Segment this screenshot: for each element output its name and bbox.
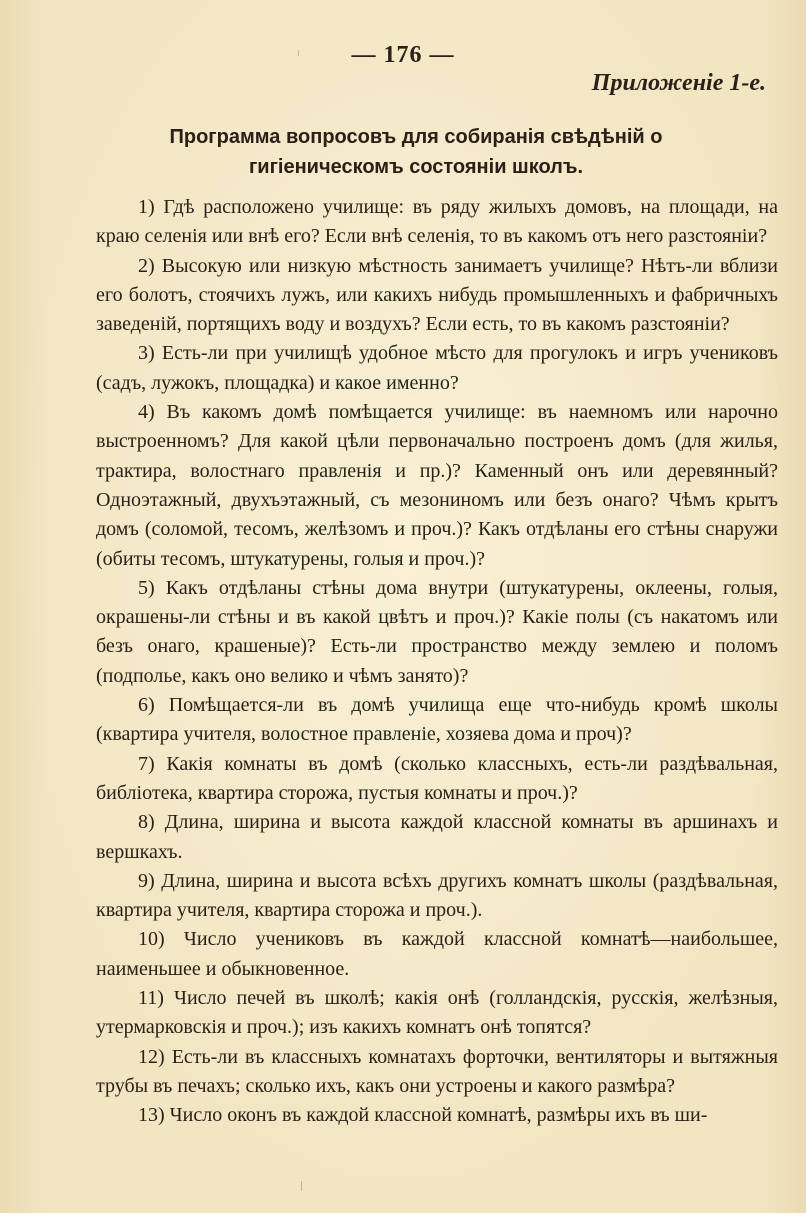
question-paragraph: 12) Есть-ли въ классныхъ комнатахъ форточки, вентиляторы и вытяжныя трубы въ печахъ; сколько ихъ, какъ они устроены и какого размѣра? [96, 1045, 778, 1097]
question-paragraph: 2) Высокую или низкую мѣстность занимаетъ училище? Нѣтъ-ли вблизи его болотъ, стоячихъ лужъ, или какихъ нибудь промышленныхъ и фабричныхъ заведеній, портящихъ воду и воздухъ? Если есть, то въ какомъ разстояніи? [96, 254, 778, 336]
question-paragraph: 5) Какъ отдѣланы стѣны дома внутри (штукатурены, оклеены, голыя, окрашены-ли стѣны и въ какой цвѣтъ и проч.)? Какіе полы (съ накатомъ или безъ онаго, крашеные)? Есть-ли пространство между землею и поломъ (подполье, какъ оно велико и чѣмъ занято)? [96, 576, 778, 687]
question-paragraph: 7) Какія комнаты въ домѣ (сколько классныхъ, есть-ли раздѣвальная, библіотека, квартира сторожа, пустыя комнаты и проч.)? [96, 752, 778, 804]
appendix-label: Приложеніе 1-е. [591, 70, 766, 96]
question-paragraph: 6) Помѣщается-ли въ домѣ училища еще что-нибудь кромѣ школы (квартира учителя, волостное правленіе, хозяева дома и проч)? [96, 694, 778, 746]
paper-mark [301, 1181, 302, 1191]
question-paragraph: 11) Число печей въ школѣ; какія онѣ (голландскія, русскія, желѣзныя, утермарковскія и проч.); изъ какихъ комнатъ онѣ топятся? [96, 987, 778, 1039]
question-paragraph: 13) Число оконъ въ каждой классной комнатѣ, размѣры ихъ въ ши- [138, 1104, 708, 1127]
question-paragraph: 8) Длина, ширина и высота каждой классной комнаты въ аршинахъ и вершкахъ. [96, 811, 778, 863]
question-paragraph: 4) Въ какомъ домѣ помѣщается училище: въ наемномъ или нарочно выстроенномъ? Для какой цѣли первоначально построенъ домъ (для жилья, трактира, волостнаго правленія и пр.)? Каменный онъ или деревянный? Одноэтажный, двухъэтажный, съ мезониномъ или безъ онаго? Чѣмъ крытъ домъ (соломой, тесомъ, желѣзомъ и проч.)? Какъ отдѣланы его стѣны снаружи (обиты тесомъ, штукатурены, голыя и проч.)? [96, 401, 778, 570]
body-text [96, 193, 778, 1131]
page-number: — 176 — [351, 42, 455, 68]
question-paragraph: 10) Число учениковъ въ каждой классной комнатѣ—наибольшее, наименьшее и обыкновенное. [96, 928, 778, 980]
document-title: Программа вопросовъ для собиранія свѣдѣній о гигіеническомъ состояніи школъ. [169, 126, 663, 178]
question-paragraph: 9) Длина, ширина и высота всѣхъ другихъ комнатъ школы (раздѣвальная, квартира учителя, квартира сторожа и проч.). [96, 869, 778, 922]
question-paragraph: 1) Гдѣ расположено училище: въ ряду жилыхъ домовъ, на площади, на краю селенія или внѣ его? Если внѣ селенія, то въ какомъ отъ него разстояніи? [96, 196, 778, 248]
question-paragraph: 3) Есть-ли при училищѣ удобное мѣсто для прогулокъ и игръ учениковъ (садъ, лужокъ, площадка) и какое именно? [96, 342, 778, 394]
